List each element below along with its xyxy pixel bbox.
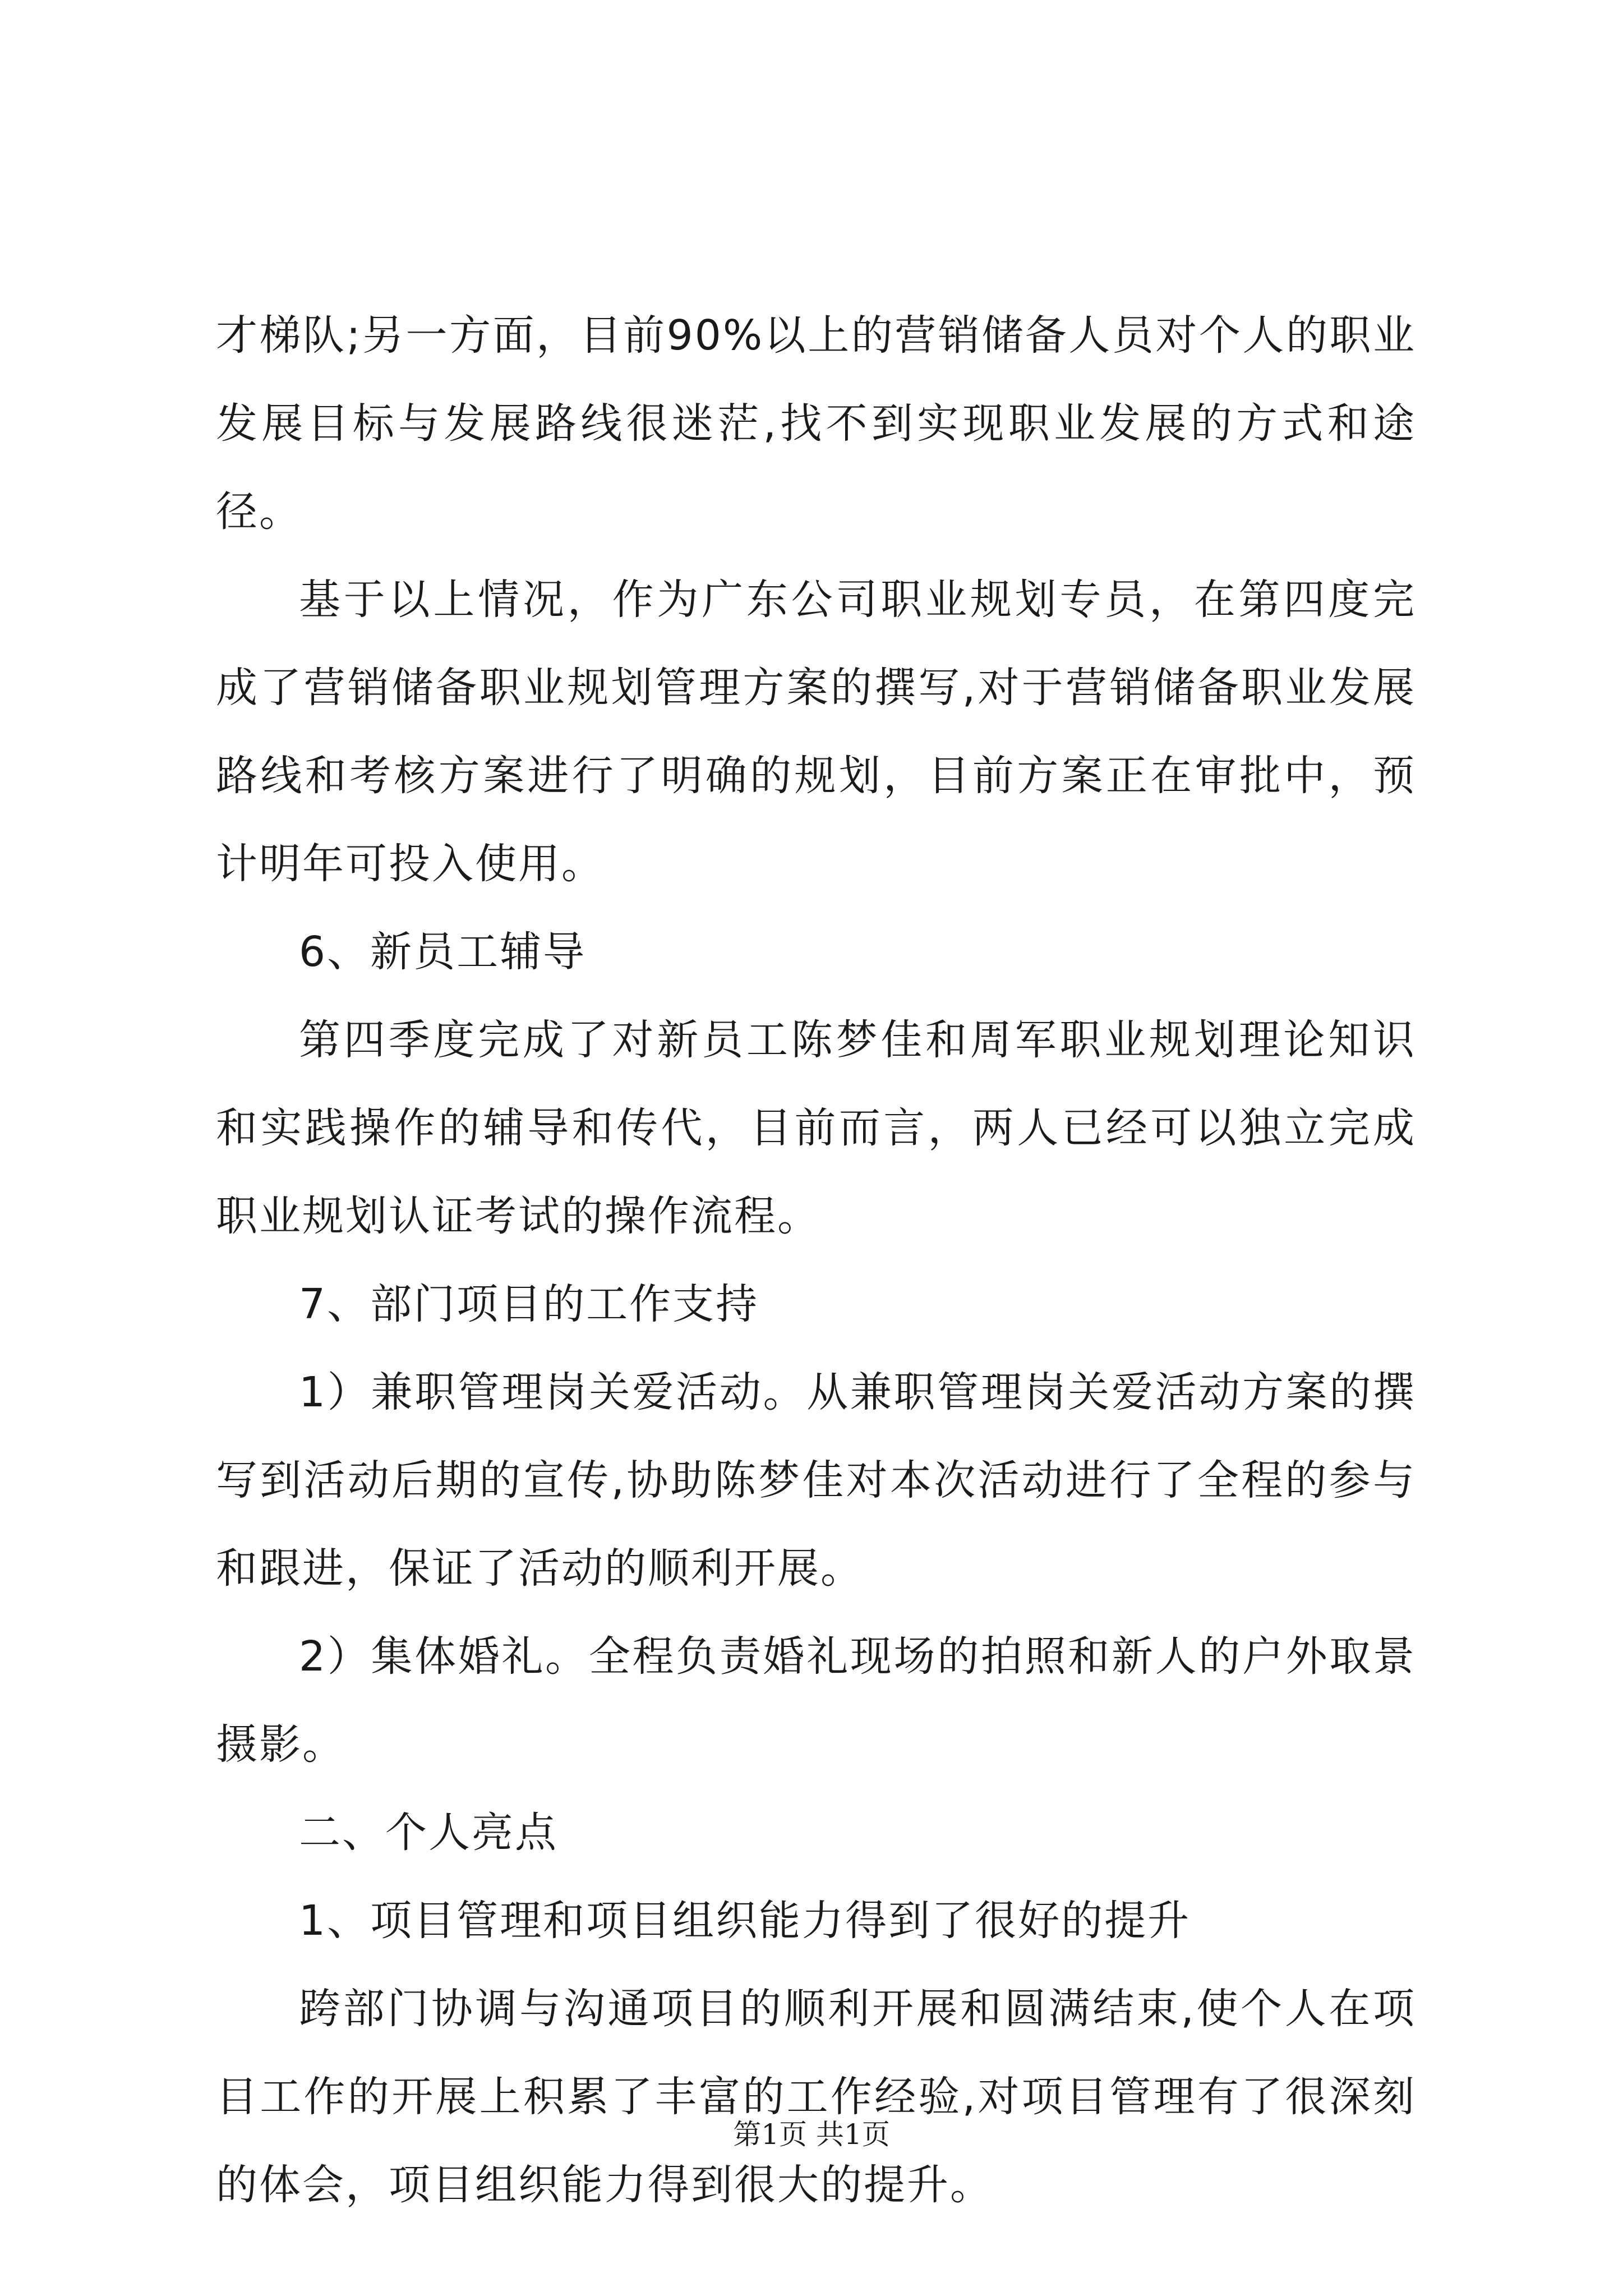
document-body (216, 292, 1416, 2229)
paragraph-new-staff-coaching: 第四季度完成了对新员工陈梦佳和周军职业规划理论知识和实践操作的辅导和传代，目前而言，两人已经可以独立完成职业规划认证考试的操作流程。 (216, 1016, 1416, 1240)
paragraph-care-activity: 1）兼职管理岗关爱活动。从兼职管理岗关爱活动方案的撰写到活动后期的宣传,协助陈梦佳对本次活动进行了全程的参与和跟进，保证了活动的顺利开展。 (216, 1368, 1416, 1593)
heading-personal-highlights: 二、个人亮点 (299, 1809, 558, 1857)
heading-department-project-support: 7、部门项目的工作支持 (299, 1280, 759, 1328)
heading-new-staff-coaching: 6、新员工辅导 (299, 928, 587, 976)
paragraph-continuation: 才梯队;另一方面，目前90%以上的营销储备人员对个人的职业发展目标与发展路线很迷茫,找不到实现职业发展的方式和途径。 (216, 311, 1416, 536)
paragraph-plan-situation: 基于以上情况，作为广东公司职业规划专员，在第四度完成了营销储备职业规划管理方案的撰写,对于营销储备职业发展路线和考核方案进行了明确的规划，目前方案正在审批中，预计明年可投入使用。 (216, 576, 1416, 888)
page-number-footer: 第1页 共1页 (733, 2118, 890, 2151)
paragraph-project-management: 跨部门协调与沟通项目的顺利开展和圆满结束,使个人在项目工作的开展上积累了丰富的工作经验,对项目管理有了很深刻的体会，项目组织能力得到很大的提升。 (216, 1985, 1416, 2209)
heading-project-management-ability: 1、项目管理和项目组织能力得到了很好的提升 (299, 1897, 1191, 1945)
paragraph-group-wedding: 2）集体婚礼。全程负责婚礼现场的拍照和新人的户外取景摄影。 (216, 1632, 1416, 1769)
